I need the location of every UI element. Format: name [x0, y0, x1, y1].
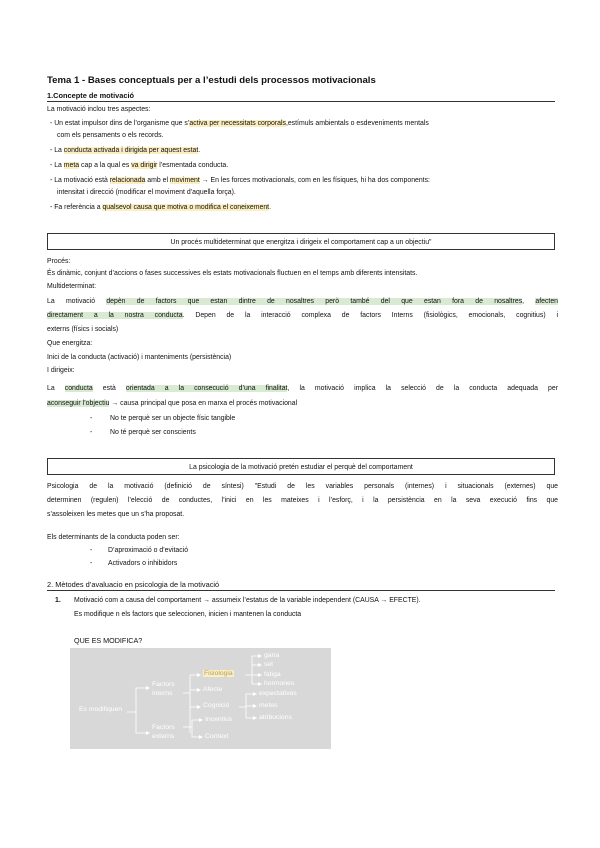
factors-diagram [70, 648, 331, 749]
list-number: 1. [55, 597, 61, 604]
diagram-root: Es modifiquen [79, 706, 123, 713]
determinants-label: Els determinants de la conducta poden ser: [47, 534, 180, 541]
diagram-atribucions: atribucions [259, 714, 292, 721]
diagram-connectors [70, 648, 331, 749]
text: , la motivació implica la selecció de la conducta adequada per [287, 385, 558, 392]
energitza-label: Que energitza: [47, 340, 93, 347]
text: → En les forces motivacionals, com en les físiques, hi ha dos components: [199, 177, 430, 184]
diagram-subheading: QUE ES MODIFICA? [74, 636, 143, 645]
diagram-fisiologia: Fisiologia [204, 670, 233, 677]
diagram-expectatives: expectatives [259, 690, 297, 697]
diagram-metes: metes [259, 702, 278, 709]
text: amb el [145, 177, 170, 184]
diagram-factors-interns: Factors interns [152, 681, 175, 697]
diagram-context: Context [205, 733, 229, 740]
bullet-1-cont: com els pensaments o els records. [57, 132, 164, 139]
multi-line-2 [47, 311, 558, 320]
text: - La [50, 162, 64, 169]
dirigeix-sub-1: No te perquè ser un objecte físic tangible [110, 415, 236, 422]
multi-line-3: externs (físics i socials) [47, 326, 119, 333]
text: . [198, 147, 201, 154]
highlight: conducta [64, 385, 93, 392]
dirigeix-line-2 [47, 399, 297, 408]
bullet-1 [50, 119, 429, 128]
dash-item: - [90, 560, 93, 567]
bullet-2 [50, 146, 200, 155]
text: . Depen de la interacció complexa de factors Interns (fisiològics, emocionals, cognitius) i [182, 312, 558, 319]
proces-text: És dinàmic, conjunt d’accions o fases successives els estats motivacionals fluctuen en el temps amb diferents intensitats. [47, 270, 418, 277]
text: . [269, 204, 272, 211]
bullet-4 [50, 176, 430, 185]
text: - Un estat impulsor dins de l’organisme que s’ [50, 120, 190, 127]
bullet-3 [50, 161, 228, 170]
diagram-gana: gana [264, 652, 280, 659]
diagram-cognicio: Cognició [203, 702, 230, 709]
diagram-afecte: Afecte [203, 686, 223, 693]
psico-line-3: s’assoleixen les metes que un s’ha proposat. [47, 511, 185, 518]
highlight: conducta activada i dirigida per aquest estat [63, 147, 199, 154]
page-title: Tema 1 - Bases conceptuals per a l’estudi dels processos motivacionals [47, 75, 376, 86]
determinants-sub-1: D’aproximació o d’evitació [108, 547, 189, 554]
section-2-line-2: Es modifique n els factors que seleccionen, inicien i mantenen la conducta [74, 611, 302, 618]
highlight: directament a la nostra conducta [47, 312, 183, 319]
text: La [47, 385, 65, 392]
multi-label: Multideterminat: [47, 283, 97, 290]
proces-label: Procés: [47, 258, 71, 265]
text: cap a la qual es [79, 162, 132, 169]
text: La motivació [47, 298, 107, 305]
diagram-factors-externs: Factors externs [152, 724, 175, 740]
text: - La [50, 147, 64, 154]
section-2-line-1: Motivació com a causa del comportament → assumeix l’estatus de la variable independent (CAUSA → EFECTE). [74, 597, 421, 604]
diagram-fatiga: fatiga [264, 671, 281, 678]
multi-line-1 [47, 297, 558, 306]
bullet-4-cont: intensitat i direcció (modificar el moviment d’aquella força). [57, 189, 236, 196]
diagram-set: set [264, 661, 274, 668]
text: l’esmentada conducta. [157, 162, 229, 169]
diagram-hormones: hormones [264, 680, 295, 687]
diagram-incentius: Incentius [205, 716, 233, 723]
text: ,estímuls ambientals o esdeveniments mentals [285, 120, 429, 127]
highlight: afecten [535, 298, 558, 305]
text: - La motivació està [50, 177, 110, 184]
text: - Fa referència a [50, 204, 103, 211]
dirigeix-line-1 [47, 384, 558, 393]
dash-item: - [90, 415, 93, 422]
determinants-sub-2: Activadors o inhibidors [108, 560, 178, 567]
highlight: aconseguir l’objectiu [47, 400, 110, 407]
dash-item: - [90, 547, 93, 554]
dirigeix-label: I dirigeix: [47, 367, 75, 374]
psico-line-2: determinen (regulen) l’elecció de conductes, l’inici en les mateixes i l’esforç, i la persistència en la seva execució fins que [47, 497, 558, 504]
text: està [92, 385, 126, 392]
bullet-5 [50, 203, 271, 212]
intro-line: La motivació inclou tres aspectes: [47, 106, 151, 113]
highlight: moviment [169, 177, 200, 184]
highlight: relacionada [109, 177, 146, 184]
highlight: qualsevol causa que motiva o modifica el coneixement [102, 204, 270, 211]
definition-box: Un procés multideterminat que energitza i dirigeix el comportament cap a un objectiu" [47, 233, 555, 250]
highlight: meta [63, 162, 80, 169]
section-2-heading: 2. Mètodes d’avaluacio en psicologia de la motivació [47, 580, 555, 591]
text: → causa principal que posa en marxa el procés motivacional [109, 400, 298, 407]
section-1-heading: 1.Concepte de motivació [47, 91, 555, 102]
dash-item: - [90, 429, 93, 436]
highlight: activa per necessitats corporals [189, 120, 286, 127]
psychology-box: La psicologia de la motivació pretén estudiar el perquè del comportament [47, 458, 555, 475]
highlight: depèn de factors que estan dintre de nosaltres però també del que estan fora de nosaltres [106, 298, 523, 305]
energitza-text: Inici de la conducta (activació) i manteniments (persistència) [47, 354, 232, 361]
highlight: va dirigir [131, 162, 158, 169]
psico-line-1: Psicologia de la motivació (definició de síntesi) "Estudi de les variables personals (internes) i situacionals (externes) que [47, 483, 558, 490]
dirigeix-sub-2: No té perquè ser conscients [110, 429, 196, 436]
text: , [522, 298, 536, 305]
highlight: orientada a la consecució d’una finalitat [125, 385, 288, 392]
